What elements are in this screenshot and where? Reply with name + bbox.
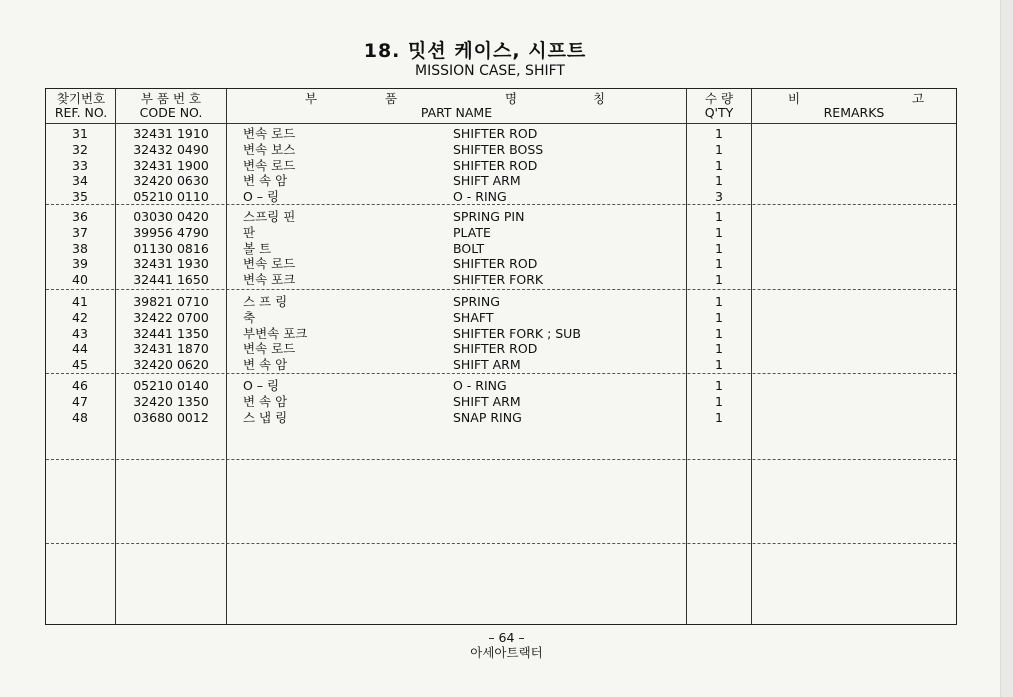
part-name-korean: 변속 로드 xyxy=(243,341,296,357)
code-number: 32432 0490 xyxy=(133,141,209,157)
part-name-korean: 스 프 링 xyxy=(243,294,288,309)
part-name-english: SHIFT ARM xyxy=(453,173,521,189)
ref-number: 32 xyxy=(72,141,88,157)
part-name-korean: 변속 로드 xyxy=(243,157,296,173)
part-name-korean: 스 냅 링 xyxy=(243,409,288,425)
page-title-english: MISSION CASE, SHIFT xyxy=(415,63,565,79)
part-name-korean: 스프링 핀 xyxy=(243,209,296,224)
part-name-english: SPRING PIN xyxy=(453,209,525,224)
code-number: 03030 0420 xyxy=(133,209,209,224)
header-part-korean-1: 부 xyxy=(304,91,318,106)
quantity: 1 xyxy=(715,126,723,141)
code-number: 32422 0700 xyxy=(133,309,209,325)
ref-number: 46 xyxy=(72,378,88,393)
part-name-english: SHIFTER ROD xyxy=(453,256,538,272)
quantity: 1 xyxy=(715,409,723,425)
ref-number: 45 xyxy=(72,357,88,373)
ref-number: 44 xyxy=(72,341,88,357)
quantity: 1 xyxy=(715,294,723,309)
part-name-korean: 부변속 포크 xyxy=(243,325,308,341)
code-number: 32431 1930 xyxy=(133,256,209,272)
part-name-korean: 변 속 암 xyxy=(243,393,288,409)
header-part-korean-2: 품 xyxy=(384,91,398,106)
header-ref-korean: 찾기번호 xyxy=(56,91,106,106)
quantity: 1 xyxy=(715,209,723,224)
part-name-english: SHIFTER BOSS xyxy=(453,141,544,157)
code-number: 01130 0816 xyxy=(133,240,209,256)
part-name-korean: 변속 로드 xyxy=(243,256,296,272)
code-number: 32420 0620 xyxy=(133,357,209,373)
code-number: 32431 1910 xyxy=(133,126,209,141)
part-name-english: SPRING xyxy=(453,294,500,309)
header-remarks-korean-1: 비 xyxy=(787,91,801,106)
part-name-korean: 변 속 암 xyxy=(243,173,288,189)
brand-name: 아세아트랙터 xyxy=(470,645,543,660)
code-number: 32431 1870 xyxy=(133,341,209,357)
page-title-korean: 18. 밋션 케이스, 시프트 xyxy=(363,40,587,62)
header-divider xyxy=(46,123,956,124)
part-name-english: SHIFTER FORK xyxy=(453,272,544,288)
parts-table xyxy=(45,88,957,625)
code-number: 39956 4790 xyxy=(133,224,209,240)
group-divider xyxy=(46,459,956,460)
quantity: 1 xyxy=(715,157,723,173)
header-qty-english: Q'TY xyxy=(704,105,734,120)
ref-number: 37 xyxy=(72,224,88,240)
ref-number: 47 xyxy=(72,393,88,409)
part-name-english: SHIFTER ROD xyxy=(453,157,538,173)
part-name-korean: O – 링 xyxy=(243,378,280,393)
part-name-english: SHIFT ARM xyxy=(453,393,521,409)
header-qty-korean: 수 량 xyxy=(704,91,734,106)
header-code-english: CODE NO. xyxy=(139,105,203,120)
header-ref-english: REF. NO. xyxy=(54,105,108,120)
part-name-korean: 변속 포크 xyxy=(243,272,296,288)
code-number: 05210 0140 xyxy=(133,378,209,393)
quantity: 1 xyxy=(715,240,723,256)
code-number: 03680 0012 xyxy=(133,409,209,425)
ref-number: 42 xyxy=(72,309,88,325)
part-name-english: SHAFT xyxy=(453,309,494,325)
part-name-korean: 판 xyxy=(243,224,256,240)
part-name-english: BOLT xyxy=(453,240,485,256)
part-name-english: SHIFTER ROD xyxy=(453,126,538,141)
code-number: 32420 1350 xyxy=(133,393,209,409)
code-number: 32420 0630 xyxy=(133,173,209,189)
code-number: 32441 1350 xyxy=(133,325,209,341)
quantity: 1 xyxy=(715,309,723,325)
header-part-english: PART NAME xyxy=(420,105,493,120)
ref-number: 48 xyxy=(72,409,88,425)
ref-number: 31 xyxy=(72,126,88,141)
group-divider xyxy=(46,543,956,544)
ref-number: 40 xyxy=(72,272,88,288)
ref-number: 38 xyxy=(72,240,88,256)
header-part-korean-4: 칭 xyxy=(592,91,606,106)
quantity: 1 xyxy=(715,173,723,189)
part-name-english: O - RING xyxy=(453,378,507,393)
quantity: 1 xyxy=(715,272,723,288)
header-remarks-english: REMARKS xyxy=(823,105,885,120)
part-name-korean: 볼 트 xyxy=(243,240,272,256)
group-divider xyxy=(46,373,956,374)
part-name-english: SHIFTER ROD xyxy=(453,341,538,357)
header-part-korean-3: 명 xyxy=(504,91,518,106)
ref-number: 39 xyxy=(72,256,88,272)
ref-number: 41 xyxy=(72,294,88,309)
part-name-english: SNAP RING xyxy=(453,409,522,425)
ref-number: 33 xyxy=(72,157,88,173)
header-code-korean: 부 품 번 호 xyxy=(140,91,202,106)
header-remarks-korean-2: 고 xyxy=(911,91,925,106)
quantity: 3 xyxy=(715,189,723,205)
quantity: 1 xyxy=(715,224,723,240)
part-name-english: SHIFT ARM xyxy=(453,357,521,373)
quantity: 1 xyxy=(715,357,723,373)
ref-number: 34 xyxy=(72,173,88,189)
quantity: 1 xyxy=(715,141,723,157)
part-name-english: PLATE xyxy=(453,224,491,240)
part-name-english: O - RING xyxy=(453,189,507,205)
part-name-korean: 변 속 암 xyxy=(243,357,288,373)
ref-number: 35 xyxy=(72,189,88,205)
quantity: 1 xyxy=(715,256,723,272)
part-name-korean: 변속 로드 xyxy=(243,126,296,141)
code-number: 32431 1900 xyxy=(133,157,209,173)
page-edge xyxy=(1000,0,1013,697)
quantity: 1 xyxy=(715,378,723,393)
part-name-korean: O – 링 xyxy=(243,189,280,205)
code-number: 32441 1650 xyxy=(133,272,209,288)
ref-number: 36 xyxy=(72,209,88,224)
group-divider xyxy=(46,289,956,290)
part-name-english: SHIFTER FORK ; SUB xyxy=(453,325,581,341)
quantity: 1 xyxy=(715,325,723,341)
ref-number: 43 xyxy=(72,325,88,341)
code-number: 05210 0110 xyxy=(133,189,209,205)
quantity: 1 xyxy=(715,341,723,357)
quantity: 1 xyxy=(715,393,723,409)
part-name-korean: 변속 보스 xyxy=(243,141,296,157)
page-footer xyxy=(0,630,1013,660)
part-name-korean: 축 xyxy=(243,309,256,325)
code-number: 39821 0710 xyxy=(133,294,209,309)
page-number: – 64 – xyxy=(488,630,525,645)
